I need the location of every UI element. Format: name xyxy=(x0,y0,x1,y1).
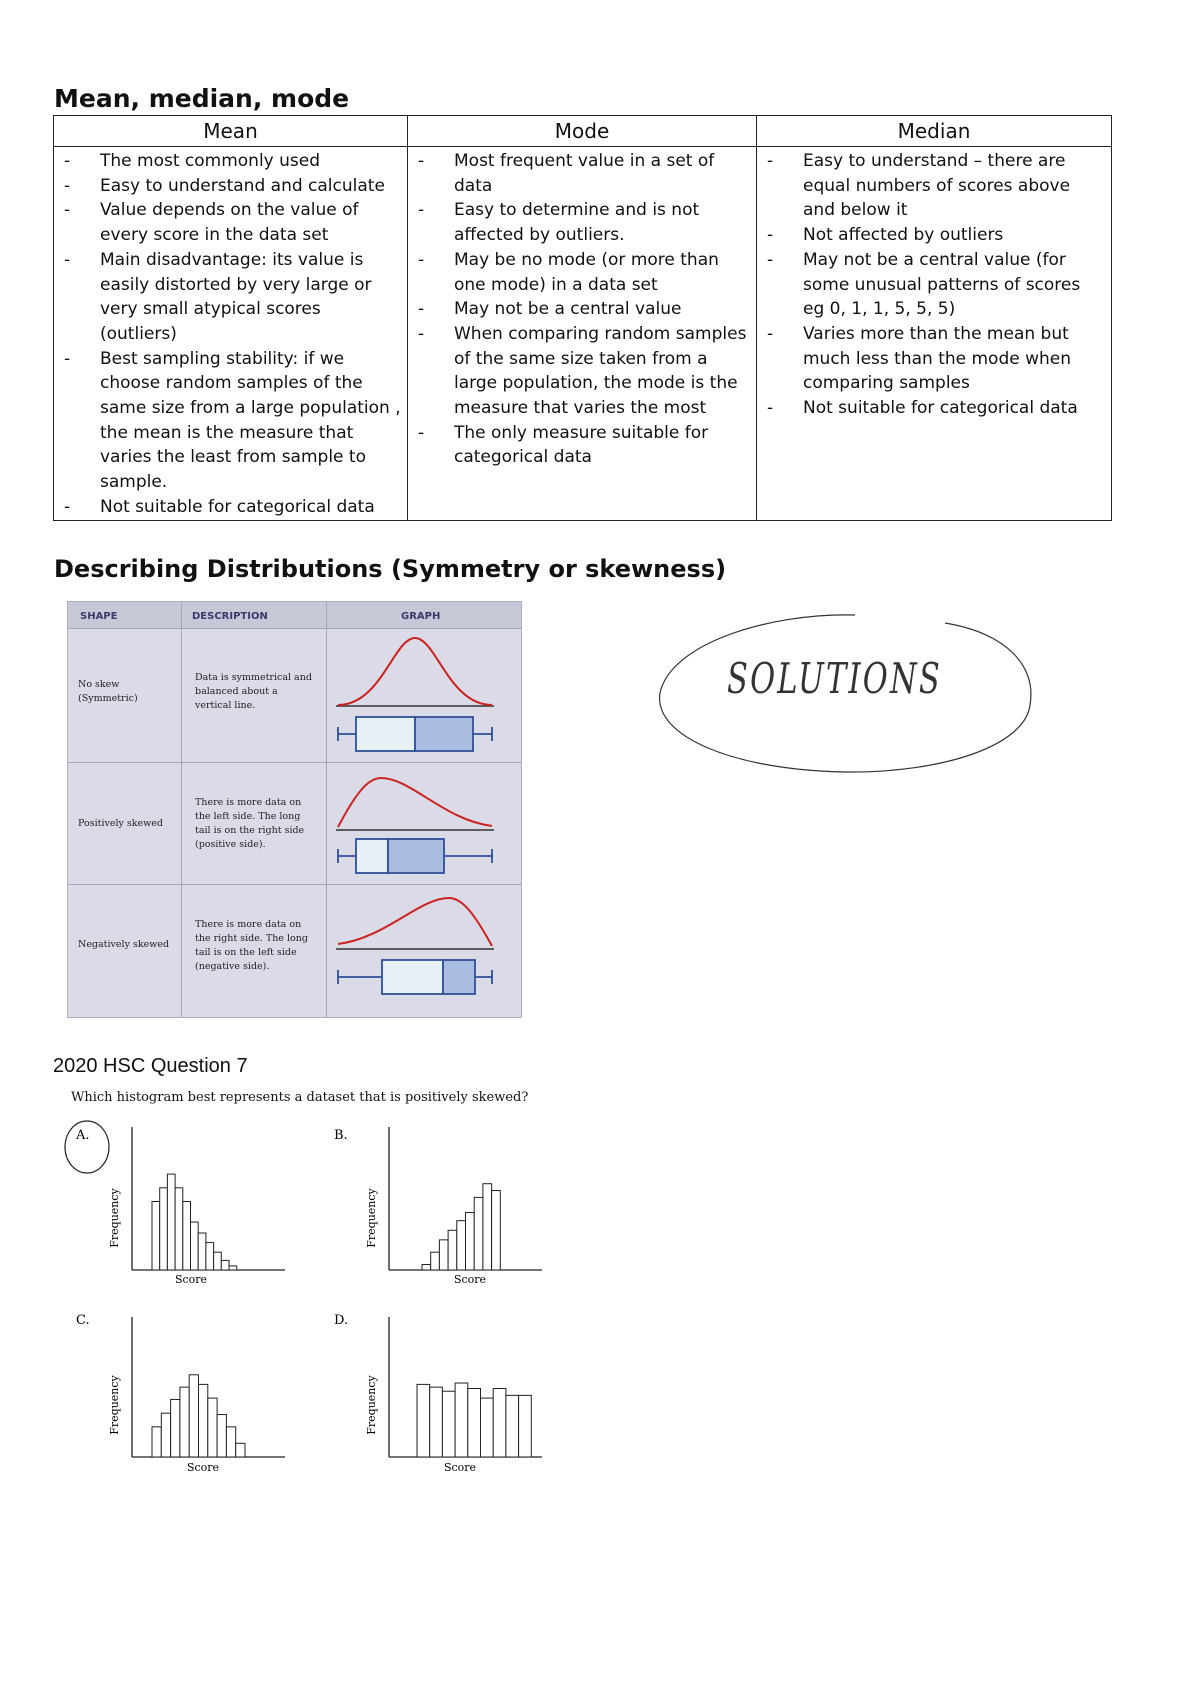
list-item: - Value depends on the value of every score in the data set xyxy=(54,198,401,247)
median-cell xyxy=(757,147,1112,521)
figure-header-row xyxy=(68,602,521,628)
list-item: - The only measure suitable for categorical data xyxy=(408,421,750,470)
negative-skew-curve xyxy=(338,898,492,946)
header-description: DESCRIPTION xyxy=(192,611,268,622)
histogram-bar xyxy=(198,1233,206,1270)
histogram-bar xyxy=(493,1389,506,1458)
histogram-bar xyxy=(422,1265,431,1270)
histogram-bar xyxy=(457,1221,466,1270)
histogram-b xyxy=(322,1115,562,1290)
y-axis-label: Frequency xyxy=(365,1188,378,1248)
section-title-mean-median-mode: Mean, median, mode xyxy=(54,84,350,113)
positive-skew-boxplot xyxy=(338,839,492,873)
histogram-bar xyxy=(206,1243,214,1270)
list-item: - Most frequent value in a set of data xyxy=(408,149,750,198)
header-graph: GRAPH xyxy=(401,611,441,622)
histogram-bar xyxy=(481,1398,494,1457)
distribution-shapes-figure xyxy=(67,601,522,1018)
histogram-bar xyxy=(152,1202,160,1271)
list-item: - Easy to determine and is not affected by outliers. xyxy=(408,198,750,247)
histogram-c xyxy=(60,1305,300,1480)
question-title: 2020 HSC Question 7 xyxy=(53,1055,248,1077)
positive-skew-curve xyxy=(338,778,492,827)
x-axis-label: Score xyxy=(443,1461,477,1474)
list-item: - Easy to understand and calculate xyxy=(54,174,401,199)
histogram-bar xyxy=(189,1375,198,1457)
comparison-table xyxy=(53,115,1112,521)
list-item: - The most commonly used xyxy=(54,149,401,174)
list-item: - May not be a central value (for some unusual patterns of scores eg 0, 1, 1, 5, 5, 5) xyxy=(757,248,1105,322)
histogram-bar xyxy=(180,1387,189,1457)
histogram-bar xyxy=(183,1202,191,1271)
option-label: D. xyxy=(334,1313,349,1328)
solutions-text: SOLUTIONS xyxy=(727,654,942,703)
histogram-bar xyxy=(226,1427,235,1457)
histogram-bar xyxy=(167,1174,175,1270)
y-axis-label: Frequency xyxy=(365,1375,378,1435)
option-label: B. xyxy=(334,1128,348,1143)
histogram-bar xyxy=(492,1191,501,1270)
list-item: - Best sampling stability: if we choose random samples of the same size from a large population , the mean is the measure that varies the least from sample to sample. xyxy=(54,347,401,495)
column-header-mean: Mean xyxy=(54,116,408,147)
y-axis-label: Frequency xyxy=(108,1188,121,1248)
list-item: - Easy to understand – there are equal numbers of scores above and below it xyxy=(757,149,1105,223)
histogram-bar xyxy=(161,1413,170,1457)
option-d[interactable] xyxy=(322,1305,562,1480)
histogram-bar xyxy=(236,1443,245,1457)
histogram-bar xyxy=(519,1395,532,1457)
histogram-bar xyxy=(217,1415,226,1457)
option-c[interactable] xyxy=(60,1305,300,1480)
histogram-bar xyxy=(430,1387,443,1457)
section-title-distributions: Describing Distributions (Symmetry or skewness) xyxy=(54,555,727,583)
histogram-bar xyxy=(455,1383,468,1457)
histogram-bar xyxy=(466,1212,475,1270)
description-positive: There is more data on the left side. The long tail is on the right side (positive side). xyxy=(195,797,305,850)
x-axis-label: Score xyxy=(186,1461,220,1474)
histogram-bar xyxy=(474,1197,483,1270)
histogram-bar xyxy=(152,1427,161,1457)
question-prompt: Which histogram best represents a dataset that is positively skewed? xyxy=(71,1090,529,1105)
histogram-bar xyxy=(448,1230,457,1270)
distribution-graphs xyxy=(326,628,521,1017)
histogram-bar xyxy=(221,1260,229,1270)
histogram-bar xyxy=(483,1184,492,1270)
histogram-bar xyxy=(229,1266,237,1270)
x-axis-label: Score xyxy=(174,1273,208,1286)
option-label: C. xyxy=(76,1313,90,1328)
negative-skew-boxplot xyxy=(338,960,492,994)
description-negative: There is more data on the right side. The long tail is on the left side (negative side). xyxy=(195,919,308,972)
solutions-note xyxy=(645,605,1045,780)
option-label: A. xyxy=(76,1128,90,1143)
y-axis-label: Frequency xyxy=(108,1375,121,1435)
shape-label-negative: Negatively skewed xyxy=(78,939,170,950)
histogram-a xyxy=(60,1115,300,1290)
histogram-bar xyxy=(191,1222,199,1270)
histogram-bar xyxy=(160,1188,168,1270)
histogram-bar xyxy=(468,1389,481,1458)
histogram-bar xyxy=(417,1384,430,1457)
histogram-bar xyxy=(208,1398,217,1457)
mean-cell xyxy=(54,147,408,521)
option-a[interactable] xyxy=(60,1115,300,1290)
shape-label-symmetric: No skew (Symmetric) xyxy=(78,679,138,704)
histogram-bar xyxy=(442,1391,455,1457)
histogram-bar xyxy=(199,1384,208,1457)
column-header-median: Median xyxy=(757,116,1112,147)
list-item: - Varies more than the mean but much less than the mode when comparing samples xyxy=(757,322,1105,396)
histogram-d xyxy=(322,1305,562,1480)
histogram-bar xyxy=(175,1188,183,1270)
list-item: - May not be a central value xyxy=(408,297,750,322)
option-b[interactable] xyxy=(322,1115,562,1290)
list-item: - May be no mode (or more than one mode) in a data set xyxy=(408,248,750,297)
list-item: - Not suitable for categorical data xyxy=(54,495,401,520)
symmetric-curve xyxy=(338,638,492,705)
column-header-mode: Mode xyxy=(408,116,757,147)
list-item: - Main disadvantage: its value is easily distorted by very large or very small atypical scores (outliers) xyxy=(54,248,401,347)
x-axis-label: Score xyxy=(453,1273,487,1286)
list-item: - Not suitable for categorical data xyxy=(757,396,1105,421)
header-shape: SHAPE xyxy=(80,611,118,622)
histogram-bar xyxy=(171,1399,180,1457)
symmetric-boxplot xyxy=(338,717,492,751)
list-item: - Not affected by outliers xyxy=(757,223,1105,248)
histogram-bar xyxy=(214,1252,222,1270)
histogram-bar xyxy=(431,1252,440,1270)
histogram-bar xyxy=(506,1395,519,1457)
list-item: - When comparing random samples of the same size taken from a large population, the mode is the measure that varies the most xyxy=(408,322,750,421)
mode-cell xyxy=(408,147,757,521)
histogram-bar xyxy=(439,1240,448,1270)
shape-label-positive: Positively skewed xyxy=(78,818,163,829)
description-symmetric: Data is symmetrical and balanced about a vertical line. xyxy=(195,672,312,711)
